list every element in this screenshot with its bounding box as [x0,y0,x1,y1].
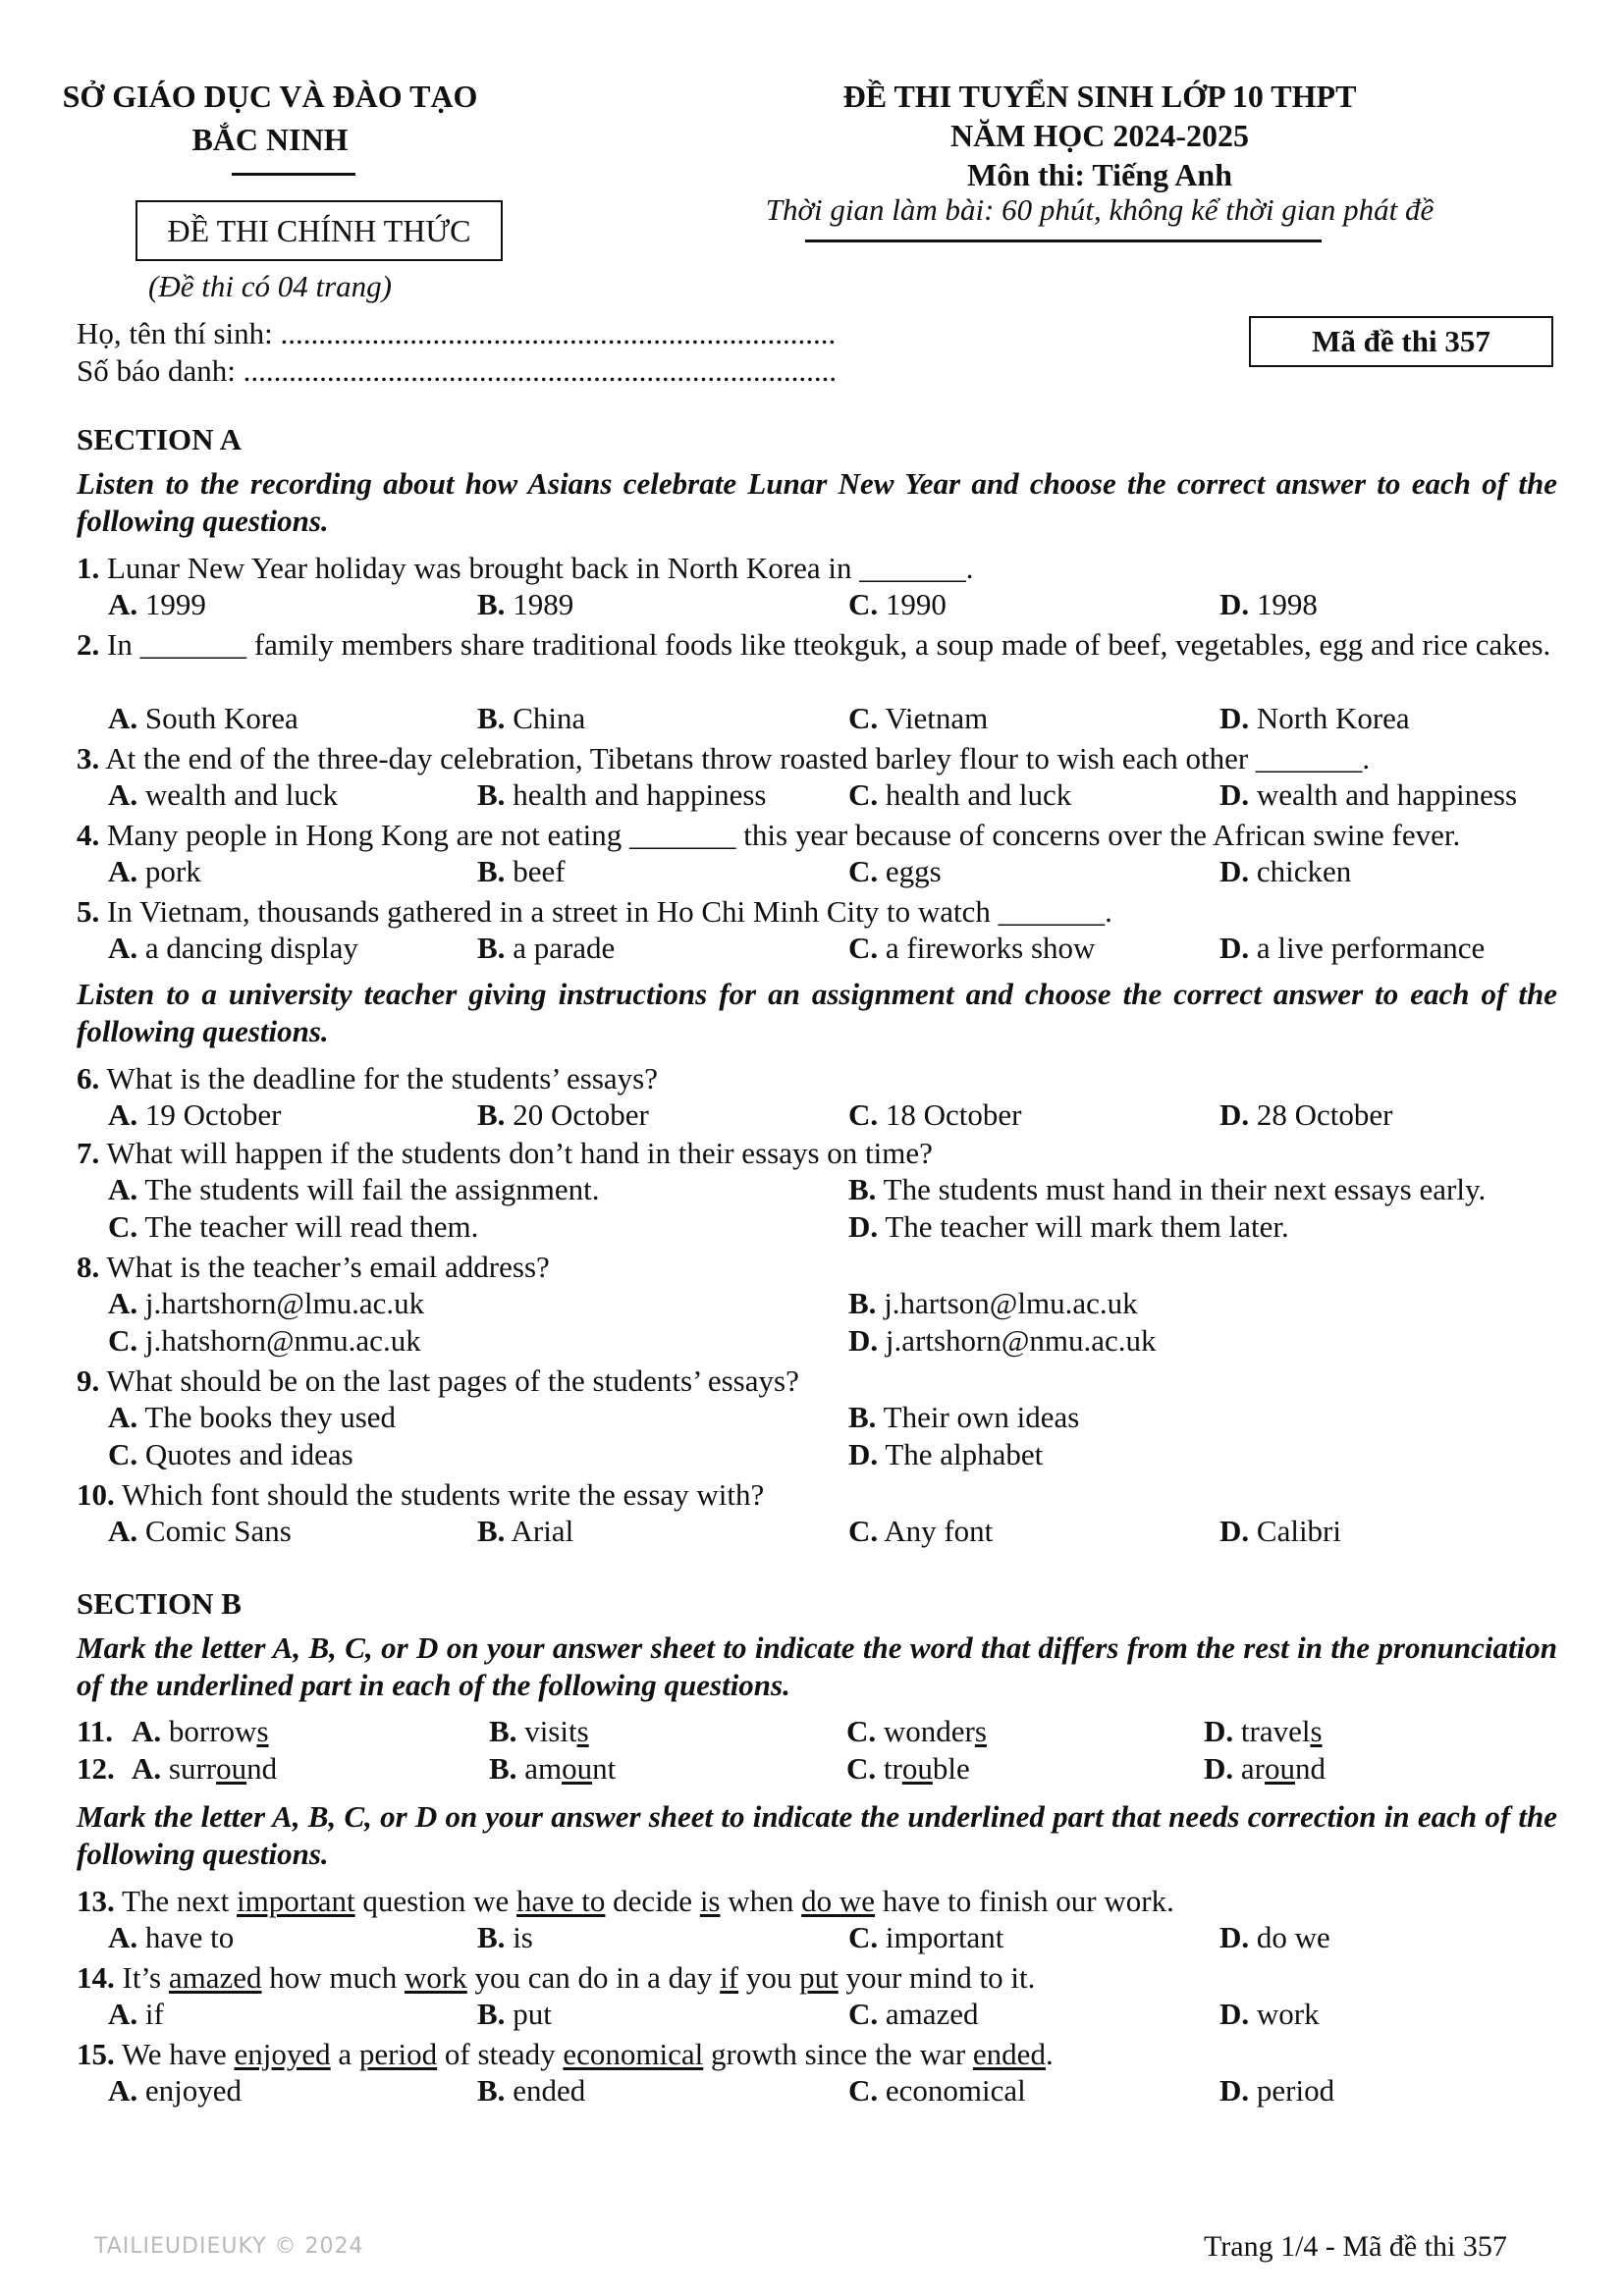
option-15c[interactable]: C. economical [848,2073,1026,2108]
option-5b[interactable]: B. a parade [477,931,616,965]
option-3a[interactable]: A. wealth and luck [108,777,339,812]
option-2a[interactable]: A. South Korea [108,701,298,735]
question-1 [77,550,1557,587]
option-7c[interactable]: C. The teacher will read them. [108,1209,479,1244]
option-9b[interactable]: B. Their own ideas [848,1400,1080,1434]
option-8a[interactable]: A. j.hartshorn@lmu.ac.uk [108,1286,425,1320]
question-5 [77,893,1557,931]
question-14: 14. It’s amazed how much work you can do in a day if you put your mind to it. [77,1960,1036,1995]
option-4b[interactable]: B. beef [477,854,566,888]
option-12a[interactable]: A. surround [132,1751,278,1786]
option-7d[interactable]: D. The teacher will mark them later. [848,1209,1289,1244]
question-text: What is the deadline for the students’ essays? [106,1061,659,1095]
exam-title: ĐỀ THI TUYỂN SINH LỚP 10 THPT [842,79,1357,114]
option-2b[interactable]: B. China [477,701,586,735]
section-a-title: SECTION A [77,422,242,456]
question-text: In _______ family members share traditional foods like tteokguk, a soup made of beef, vegetables, egg and rice cakes. [107,627,1551,662]
option-13c[interactable]: C. important [848,1920,1004,1954]
section-b-instruction-2: Mark the letter A, B, C, or D on your answer sheet to indicate the underlined part that needs correction in each of the following questions. [77,1799,1557,1871]
question-number: 9. [77,1363,100,1398]
section-a-instruction-2: Listen to a university teacher giving instructions for an assignment and choose the correct answer to each of the following questions. [77,977,1557,1048]
question-number: 2. [77,627,100,662]
question-number: 1. [77,551,100,585]
option-10c[interactable]: C. Any font [848,1514,994,1548]
question-number: 10. [77,1477,115,1512]
option-12c[interactable]: C. trouble [846,1751,970,1786]
time-note: Thời gian làm bài: 60 phút, không kể thời gian phát đề [765,192,1435,227]
option-8b[interactable]: B. j.hartson@lmu.ac.uk [848,1286,1138,1320]
option-1b[interactable]: B. 1989 [477,587,574,621]
option-6a[interactable]: A. 19 October [108,1097,282,1132]
option-3d[interactable]: D. wealth and happiness [1219,777,1518,812]
question-text: At the end of the three-day celebration, Tibetans throw roasted barley flour to wish each other _______. [105,741,1371,775]
option-13d[interactable]: D. do we [1219,1920,1330,1954]
question-text: What will happen if the students don’t hand in their essays on time? [106,1136,933,1170]
option-14c[interactable]: C. amazed [848,1997,979,2031]
option-12d[interactable]: D. around [1204,1751,1326,1786]
question-7 [77,1135,1557,1172]
option-11b[interactable]: B. visits [489,1714,589,1748]
question-11-number: 11. [77,1714,114,1748]
option-12b[interactable]: B. amount [489,1751,617,1786]
section-b-title: SECTION B [77,1586,242,1621]
question-number: 6. [77,1061,100,1095]
option-11d[interactable]: D. travels [1204,1714,1323,1748]
option-13b[interactable]: B. is [477,1920,533,1954]
pages-note: (Đề thi có 04 trang) [148,269,392,303]
option-2d[interactable]: D. North Korea [1219,701,1410,735]
option-8c[interactable]: C. j.hatshorn@nmu.ac.uk [108,1323,421,1358]
question-2 [77,626,1557,664]
question-9 [77,1362,1557,1400]
question-number: 4. [77,818,100,852]
question-number: 7. [77,1136,100,1170]
option-6c[interactable]: C. 18 October [848,1097,1022,1132]
option-1d[interactable]: D. 1998 [1219,587,1318,621]
official-exam-label: ĐỀ THI CHÍNH THỨC [167,213,471,248]
option-6b[interactable]: B. 20 October [477,1097,649,1132]
option-11c[interactable]: C. wonders [846,1714,987,1748]
option-14d[interactable]: D. work [1219,1997,1320,2031]
question-3 [77,740,1557,777]
question-number: 8. [77,1250,100,1284]
question-text: In Vietnam, thousands gathered in a street in Ho Chi Minh City to watch _______. [107,894,1112,929]
page-info: Trang 1/4 - Mã đề thi 357 [1204,2230,1507,2263]
option-10d[interactable]: D. Calibri [1219,1514,1341,1548]
option-9c[interactable]: C. Quotes and ideas [108,1437,353,1471]
question-15: 15. We have enjoyed a period of steady economical growth since the war ended. [77,2037,1054,2071]
option-10a[interactable]: A. Comic Sans [108,1514,292,1548]
question-text: What should be on the last pages of the students’ essays? [106,1363,799,1398]
exam-code: Mã đề thi 357 [1312,324,1490,358]
option-3c[interactable]: C. health and luck [848,777,1072,812]
option-4c[interactable]: C. eggs [848,854,942,888]
option-8d[interactable]: D. j.artshorn@nmu.ac.uk [848,1323,1157,1358]
option-10b[interactable]: B. Arial [477,1514,574,1548]
department-name: SỞ GIÁO DỤC VÀ ĐÀO TẠO [62,79,478,114]
option-5d[interactable]: D. a live performance [1219,931,1486,965]
question-13: 13. The next important question we have to decide is when do we have to finish our work. [77,1884,1174,1918]
option-9d[interactable]: D. The alphabet [848,1437,1044,1471]
option-15b[interactable]: B. ended [477,2073,586,2108]
candidate-name-field: Họ, tên thí sinh: ......................................................................... [77,316,837,350]
candidate-id-field: Số báo danh: .............................................................................. [77,353,838,388]
option-5c[interactable]: C. a fireworks show [848,931,1096,965]
option-5a[interactable]: A. a dancing display [108,931,358,965]
question-text: Lunar New Year holiday was brought back in North Korea in _______. [107,551,974,585]
option-13a[interactable]: A. have to [108,1920,235,1954]
option-15d[interactable]: D. period [1219,2073,1335,2108]
watermark: TAILIEUDIEUKY © 2024 [94,2234,364,2259]
question-text: What is the teacher’s email address? [106,1250,550,1284]
question-text: Which font should the students write the essay with? [121,1477,765,1512]
option-11a[interactable]: A. borrows [132,1714,269,1748]
option-7a[interactable]: A. The students will fail the assignment. [108,1172,600,1206]
option-1a[interactable]: A. 1999 [108,587,206,621]
option-1c[interactable]: C. 1990 [848,587,947,621]
school-year: NĂM HỌC 2024-2025 [950,118,1249,153]
header-divider-left [232,173,355,176]
header-divider-right [805,240,1322,242]
question-number: 5. [77,894,100,929]
question-8 [77,1249,1557,1286]
question-text: Many people in Hong Kong are not eating _______ this year because of concerns over the African swine fever. [107,818,1461,852]
section-b-instruction-1: Mark the letter A, B, C, or D on your answer sheet to indicate the word that differs from the rest in the pronunciation of the underlined part in each of the following questions. [77,1630,1557,1702]
option-14b[interactable]: B. put [477,1997,552,2031]
question-4 [77,817,1557,854]
option-2c[interactable]: C. Vietnam [848,701,989,735]
option-3b[interactable]: B. health and happiness [477,777,767,812]
option-6d[interactable]: D. 28 October [1219,1097,1393,1132]
option-15a[interactable]: A. enjoyed [108,2073,243,2108]
option-9a[interactable]: A. The books they used [108,1400,397,1434]
option-4d[interactable]: D. chicken [1219,854,1352,888]
question-number: 3. [77,741,100,775]
province-name: BẮC NINH [191,122,349,157]
question-12-number: 12. [77,1751,115,1786]
question-6 [77,1060,1557,1097]
option-4a[interactable]: A. pork [108,854,201,888]
exam-code-box [1249,316,1553,367]
official-exam-box [135,200,503,261]
question-10 [77,1476,1557,1514]
option-14a[interactable]: A. if [108,1997,164,2031]
option-7b[interactable]: B. The students must hand in their next essays early. [848,1172,1487,1206]
section-a-instruction-1: Listen to the recording about how Asians celebrate Lunar New Year and choose the correct answer to each of the following questions. [77,466,1557,538]
subject: Môn thi: Tiếng Anh [966,157,1232,192]
